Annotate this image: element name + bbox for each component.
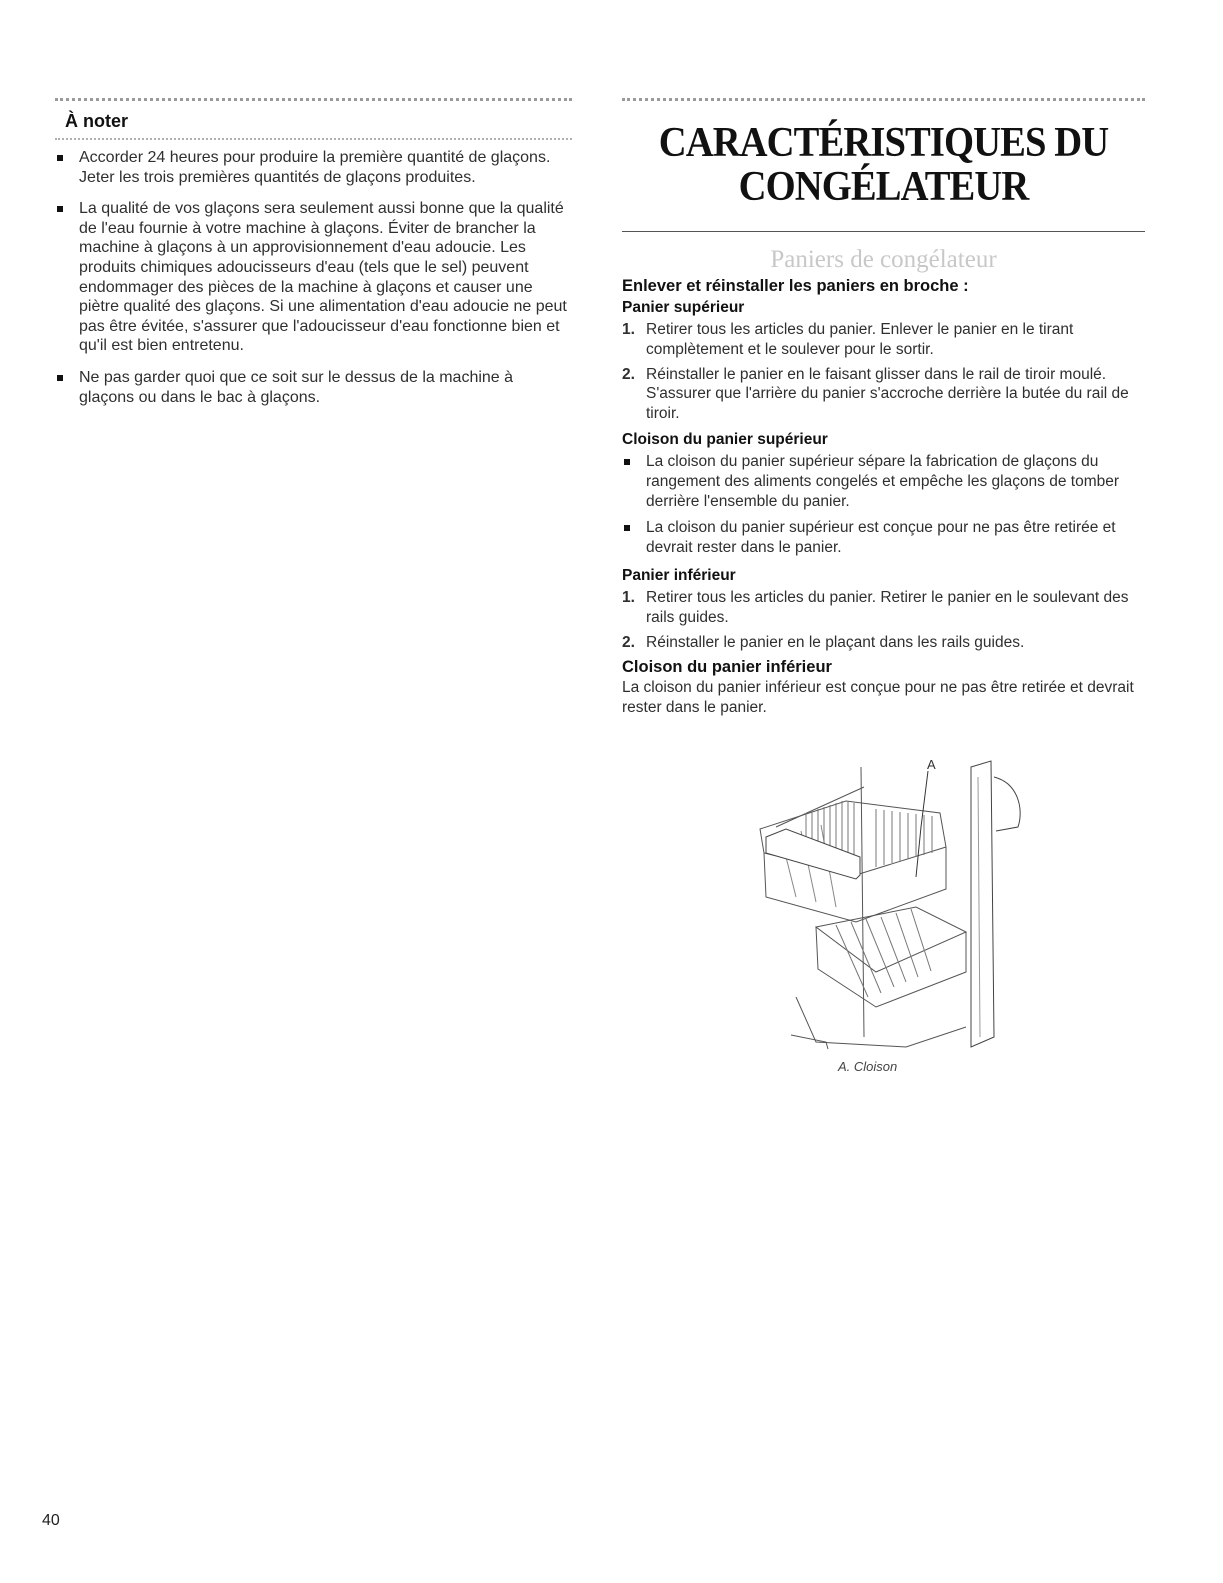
page-number: 40 — [42, 1512, 60, 1529]
step-number: 2. — [622, 365, 635, 383]
step-number: 2. — [622, 633, 635, 651]
step-item — [622, 365, 1145, 424]
page-title-line-2: CONGÉLATEUR — [738, 164, 1029, 210]
upper-basket-steps — [622, 320, 1145, 424]
title-rule — [622, 231, 1145, 232]
left-column — [55, 98, 572, 419]
upper-divider-heading: Cloison du panier supérieur — [622, 430, 828, 448]
callout-label: A — [927, 757, 936, 772]
freezer-basket-illustration — [756, 757, 1036, 1057]
step-text: Réinstaller le panier en le faisant glisser dans le rail de tiroir moulé. S'assurer que l'arrière du panier s'accroche derrière la butée du rail de tiroir. — [646, 365, 1129, 423]
lower-divider-heading: Cloison du panier inférieur — [622, 658, 832, 677]
note-top-rule — [55, 98, 572, 101]
divider-bullet: La cloison du panier supérieur sépare la fabrication de glaçons du rangement des aliments congelés et empêche les glaçons de tomber derrière l'ensemble du panier. — [622, 452, 1145, 511]
note-bullet-list — [55, 148, 572, 407]
title-top-rule — [622, 98, 1145, 101]
step-text: Retirer tous les articles du panier. Enlever le panier en le tirant complètement et le soulever pour le sortir. — [646, 321, 1074, 358]
step-text: Retirer tous les articles du panier. Retirer le panier en le soulevant des rails guides. — [646, 588, 1129, 626]
lower-basket-heading: Panier inférieur — [622, 566, 736, 584]
subheading: Enlever et réinstaller les paniers en broche : — [622, 277, 969, 295]
page-title-line-1: CARACTÉRISTIQUES DU — [658, 120, 1109, 166]
lower-basket-steps — [622, 588, 1145, 652]
upper-divider-bullets — [622, 452, 1145, 558]
lower-divider-text: La cloison du panier inférieur est conçue pour ne pas être retirée et devrait rester dans le panier. — [622, 679, 1134, 717]
basket-drawing — [756, 757, 1036, 1057]
step-number: 1. — [622, 588, 635, 606]
page-title — [643, 121, 1124, 209]
upper-basket-heading: Panier supérieur — [622, 299, 745, 316]
note-rule — [55, 138, 572, 140]
step-item — [622, 633, 1145, 653]
step-number: 1. — [622, 321, 635, 338]
note-title: À noter — [65, 111, 128, 131]
section-title: Paniers de congélateur — [770, 246, 997, 273]
right-column — [622, 98, 1145, 718]
note-bullet: La qualité de vos glaçons sera seulement aussi bonne que la qualité de l'eau fournie à votre machine à glaçons. Éviter de brancher la machine à glaçons à un approvisionnement d'eau adoucie. Les produits chimiques adoucisseurs d'eau (tels que le sel) peuvent endommager des pièces de la machine à glaçons et causer une piètre qualité des glaçons. Si une alimentation d'eau adoucie ne peut pas être évitée, s'assurer que l'adoucisseur d'eau fonctionne bien et qu'il est bien entretenu. — [55, 199, 572, 356]
step-item — [622, 588, 1145, 628]
step-item — [622, 320, 1145, 360]
note-bullet: Accorder 24 heures pour produire la première quantité de glaçons. Jeter les trois premières quantités de glaçons produites. — [55, 148, 572, 187]
step-text: Réinstaller le panier en le plaçant dans les rails guides. — [646, 633, 1025, 651]
note-bullet: Ne pas garder quoi que ce soit sur le dessus de la machine à glaçons ou dans le bac à glaçons. — [55, 368, 572, 407]
divider-bullet: La cloison du panier supérieur est conçue pour ne pas être retirée et devrait rester dans le panier. — [622, 518, 1145, 558]
figure-caption: A. Cloison — [838, 1059, 898, 1074]
